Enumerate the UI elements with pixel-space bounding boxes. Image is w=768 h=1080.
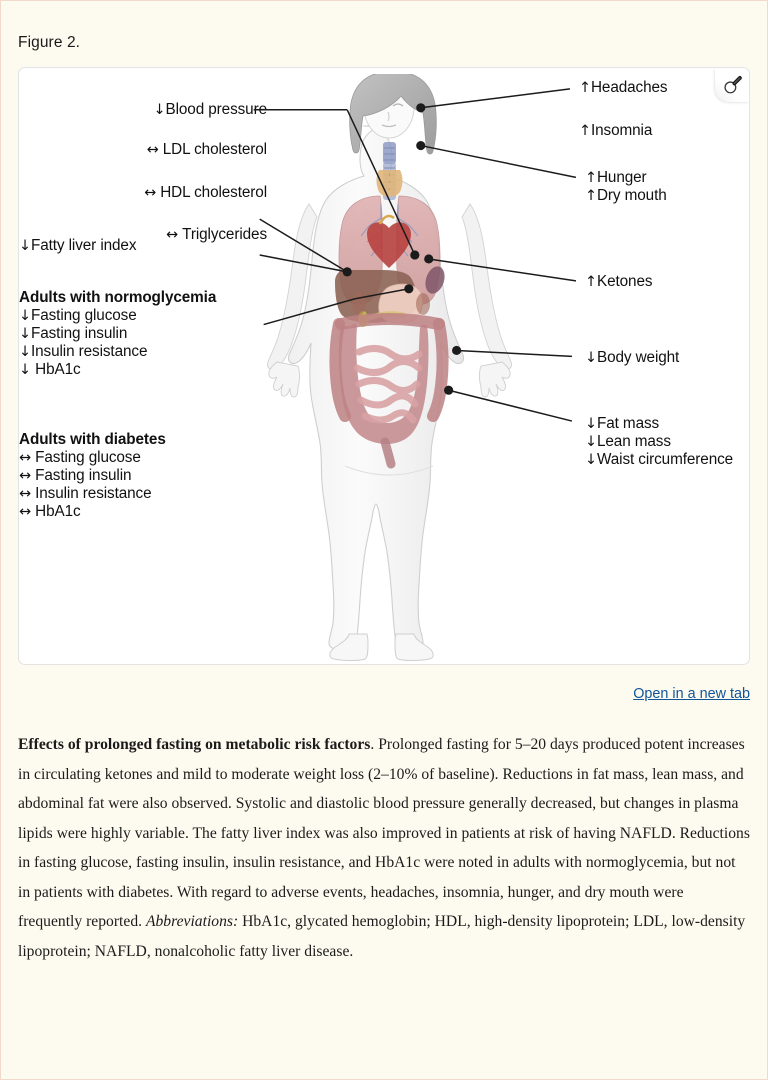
label-text: Fasting insulin <box>35 467 132 484</box>
figure-caption <box>18 709 750 966</box>
label-group-lipids <box>19 138 267 248</box>
arrow-icon-nochange: ↔ <box>19 504 31 520</box>
label-group-body-composition <box>585 412 750 468</box>
arrow-icon-down: ↓ <box>585 350 597 366</box>
label-text: Fatty liver index <box>30 237 137 254</box>
group-heading: Adults with normoglycemia <box>19 289 217 306</box>
label-text: Insulin resistance <box>35 485 152 502</box>
arrow-icon-up: ↑ <box>585 170 597 186</box>
label-text: HbA1c <box>35 503 81 520</box>
label-text: Waist circumference <box>596 451 734 468</box>
label-text: Insomnia <box>590 121 653 139</box>
arrow-icon-down: ↓ <box>585 434 597 450</box>
arrow-icon-up: ↑ <box>585 274 597 290</box>
label-text: Blood pressure <box>165 101 267 118</box>
label-text: Hunger <box>596 169 647 186</box>
caption-body: . Prolonged fasting for 5–20 days produced potent increases in circulating ketones and mild to moderate weight loss (2–10% of baseline). Reductions in fat mass, lean mass, and abdominal fat were also observed. Systolic and diastolic blood pressure generally decreased, but changes in plasma lipids were highly variable. The fatty liver index was also improved in patients at risk of having NAFLD. Reductions in fasting glucose, fasting insulin, insulin resistance, and HbA1c were noted in adults with normoglycemia, but not in patients with diabetes. With regard to adverse events, headaches, insomnia, hunger, and dry mouth were frequently reported. <box>18 736 750 930</box>
arrow-icon-up: ↑ <box>585 188 597 204</box>
arrow-icon-up: ↑ <box>579 80 591 96</box>
arrow-icon-nochange: ↔ <box>19 486 31 502</box>
page-content <box>1 1 767 966</box>
open-in-new-tab-link[interactable]: Open in a new tab <box>633 686 750 702</box>
label-group-diabetes <box>19 428 267 520</box>
caption-abbreviations-label: Abbreviations: <box>145 913 239 930</box>
label-group-normoglycemia <box>19 286 267 378</box>
rectum <box>385 442 391 464</box>
label-text: Fat mass <box>596 415 660 432</box>
label-text: Body weight <box>596 349 680 366</box>
arrow-icon-down: ↓ <box>19 308 31 324</box>
label-text: HDL cholesterol <box>160 183 267 201</box>
label-text: Triglycerides <box>182 226 267 243</box>
label-text: HbA1c <box>35 361 81 378</box>
figure-stage <box>19 68 749 664</box>
arrow-icon-down: ↓ <box>153 102 166 118</box>
label-text: Headaches <box>590 79 668 96</box>
arrow-icon-nochange: ↔ <box>19 450 31 466</box>
arrow-icon-down: ↓ <box>19 344 31 360</box>
arrow-icon-nochange: ↔ <box>166 227 178 243</box>
group-heading: Adults with diabetes <box>19 431 166 448</box>
figure-label: Figure 2. <box>18 34 81 51</box>
arrow-icon-up: ↑ <box>579 122 591 139</box>
magnifying-glass-icon[interactable] <box>715 68 749 102</box>
magnifying-glass-glyph <box>722 75 743 96</box>
open-in-new-tab-row <box>18 665 750 709</box>
label-text: Ketones <box>596 273 653 290</box>
figure-card[interactable] <box>18 67 750 665</box>
arrow-icon-down: ↓ <box>19 362 31 378</box>
human-body-illustration <box>267 74 512 664</box>
arrow-icon-down: ↓ <box>19 238 31 254</box>
arrow-icon-nochange: ↔ <box>19 468 31 484</box>
label-text: LDL cholesterol <box>162 141 267 158</box>
label-text: Insulin resistance <box>30 343 148 360</box>
caption-title: Effects of prolonged fasting on metabolic risk factors <box>18 736 371 753</box>
label-group-appetite <box>585 166 750 204</box>
label-text: Lean mass <box>596 433 671 450</box>
arrow-icon-nochange: ↔ <box>146 142 159 158</box>
label-group-blood-pressure <box>19 98 267 123</box>
arrow-icon-down: ↓ <box>585 416 597 432</box>
arrow-icon-down: ↓ <box>585 452 597 468</box>
label-text: Fasting glucose <box>30 307 137 324</box>
label-text: Fasting insulin <box>30 325 128 342</box>
arrow-icon-down: ↓ <box>19 326 31 342</box>
arrow-icon-nochange: ↔ <box>144 184 157 201</box>
caption-abbreviations-body: HbA1c, glycated hemoglobin; HDL, high-density lipoprotein; LDL, low-density lipoprotein; NAFLD, nonalcoholic fatty liver disease. <box>18 913 746 960</box>
label-text: Fasting glucose <box>35 449 141 466</box>
label-text: Dry mouth <box>596 187 667 204</box>
